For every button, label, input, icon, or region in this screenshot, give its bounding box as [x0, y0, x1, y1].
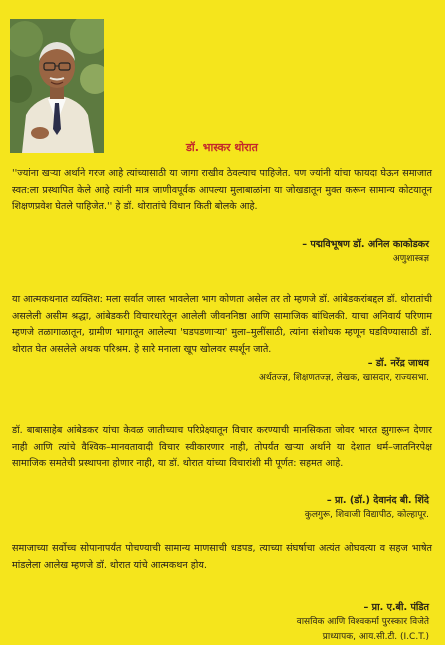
review-attribution-2: [259, 356, 429, 386]
review-quote-2: या आत्मकथनात व्यक्तिश: मला सर्वात जास्त भावलेला भाग कोणता असेल तर तो म्हणजे डॉ. आंबेडकरांबद्दल डॉ. थोरातांची असलेली असीम श्रद्धा, आंबेडकरी विचारधारेतून आलेली जीवननिष्ठा आणि सामाजिक बांधिलकी. याचा अनिवार्य परिणाम म्हणजे तळागाळातून, ग्रामीण भागातून आलेल्या 'घडपडणाऱ्या' मुला–मुलींसाठी, त्यांना संशोधक म्हणून घडविण्यासाठी डॉ. थोरात घेत असलेले अथक परिश्रम. हे सारे मनाला खूप खोलवर स्पर्शून जाते.: [12, 294, 432, 355]
review-attribution-1: [302, 237, 429, 267]
reviewer-role-3: कुलगुरू, शिवाजी विद्यापीठ, कोल्हापूर.: [304, 510, 429, 520]
reviewer-name-3: – प्रा. (डॉ.) देवानंद बी. शिंदे: [326, 495, 429, 506]
reviewer-name-4: – प्रा. ए.बी. पंडित: [363, 602, 429, 613]
review-quote-3: डॉ. बाबासाहेब आंबेडकर यांचा केवळ जातीच्याच परिप्रेक्ष्यातून विचार करण्याची मानसिकता जोवर भारत झुगारून देणार नाही आणि त्यांचे वैश्विक–मानवतावादी विचार स्वीकारणार नाही, तोपर्यंत खऱ्या अर्थाने या देशात धर्म–जातनिरपेक्ष सामाजिक समतेची प्रस्थापना होणार नाही, या डॉ. थोरात यांच्या विचारांशी मी पूर्णत: सहमत आहे.: [12, 425, 432, 469]
author-photo: [10, 19, 104, 153]
reviewer-role-4: वासविक आणि विश्वकर्मा पुरस्कार विजेते: [296, 617, 429, 627]
review-quote-1: ''ज्यांना खऱ्या अर्थाने गरज आहे त्यांच्यासाठी या जागा राखीव ठेवल्याच पाहिजेत. पण ज्यांनी यांचा फायदा घेऊन समाजात स्वत:ला प्रस्थापित केले आहे त्यांनी मात्र जाणीवपूर्वक आपल्या मुलाबाळांना या जोखडातून मुक्त करून सामान्य कोटयातून शिक्षणप्रवेश घेतले पाहिजेत.'' हे डॉ. थोरातांचे विधान किती बोलके आहे.: [12, 168, 432, 212]
reviewer-role-4b: प्राध्यापक, आय.सी.टी. (I.C.T.): [322, 632, 429, 642]
author-portrait-image: [10, 19, 104, 153]
reviewer-role-2: अर्थतज्ज्ञ, शिक्षणतज्ज्ञ, लेखक, खासदार, राज्यसभा.: [259, 373, 429, 383]
review-quote-4: समाजाच्या सर्वोच्च सोपानापर्यंत पोचण्याची सामान्य माणसाची धडपड, त्याच्या संघर्षाचा अत्यंत ओघवत्या व सहज भाषेत मांडलेला आलेख म्हणजे डॉ. थोरात यांचे आत्मकथन होय.: [12, 543, 432, 571]
reviewer-role-1: अणुशास्त्रज्ञ: [392, 254, 429, 264]
reviewer-name-1: – पद्मविभूषण डॉ. अनिल काकोडकर: [302, 239, 429, 250]
review-attribution-3: [305, 493, 429, 523]
author-name: डॉ. भास्कर थोरात: [186, 141, 258, 154]
review-attribution-4: [297, 600, 429, 645]
reviewer-name-2: – डॉ. नरेंद्र जाधव: [367, 358, 429, 369]
